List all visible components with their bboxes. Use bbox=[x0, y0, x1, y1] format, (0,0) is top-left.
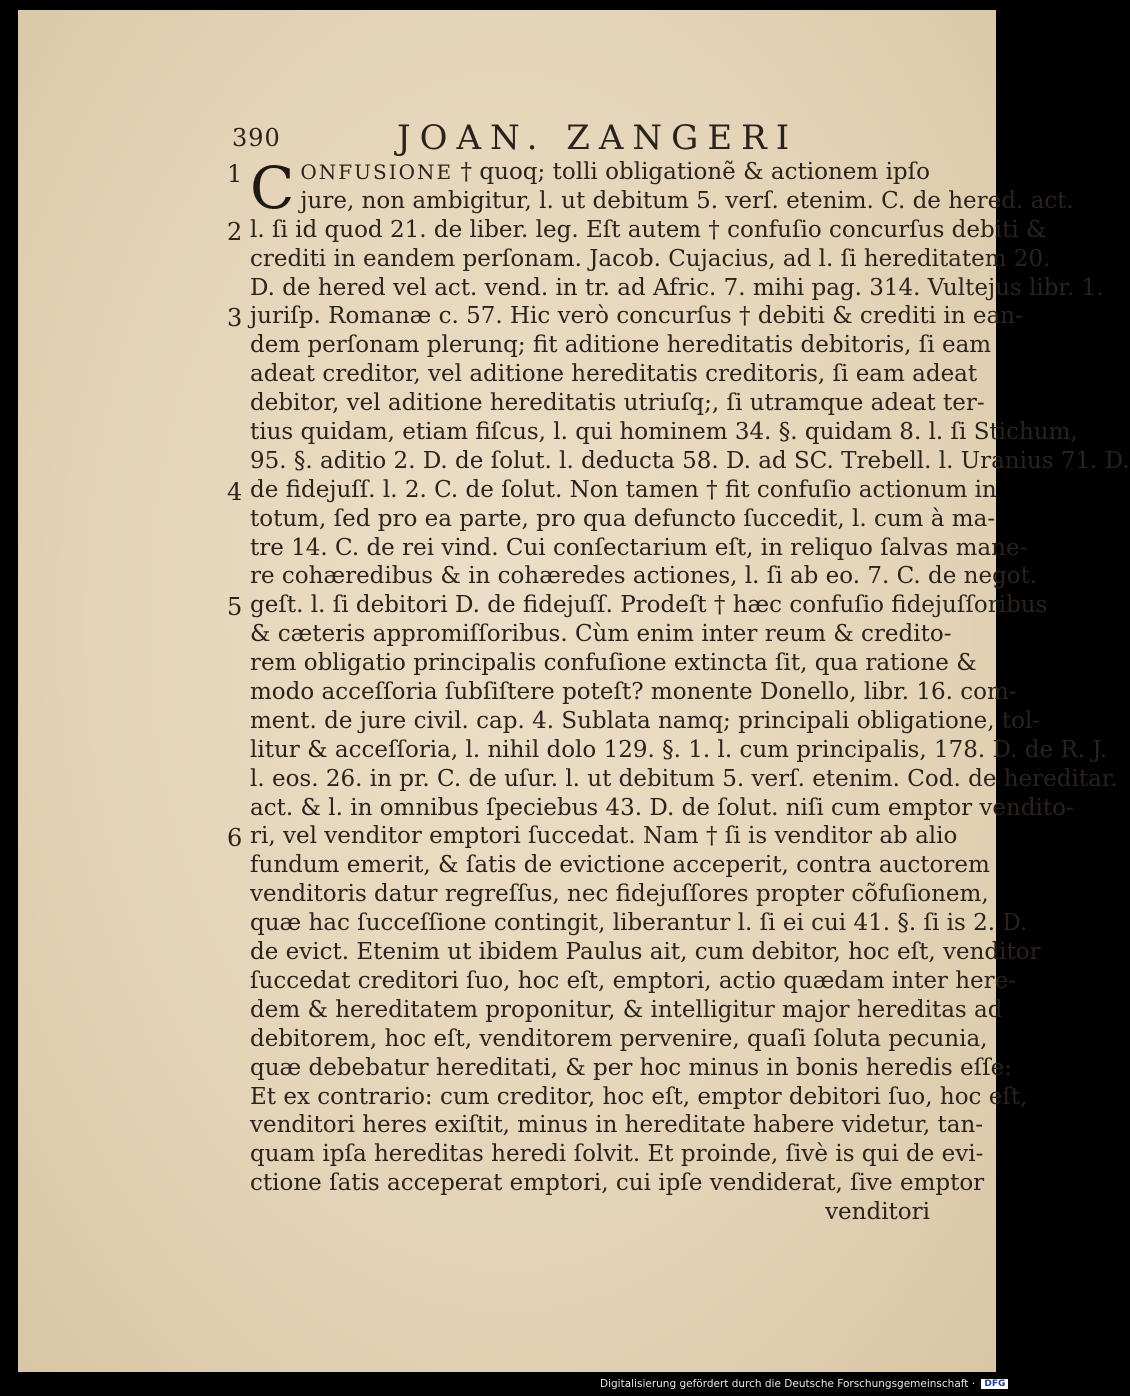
text-line: l. eos. 26. in pr. C. de uſur. l. ut debitum 5. verſ. etenim. Cod. de hereditar. bbox=[250, 765, 1118, 792]
text-line: dem & hereditatem proponitur, & intelligitur major hereditas ad bbox=[250, 996, 1003, 1023]
text-line: jure, non ambigitur, l. ut debitum 5. verſ. etenim. C. de hered. act. bbox=[300, 187, 1074, 214]
footer-credit: Digitalisierung gefördert durch die Deutsche Forschungsgemeinschaft bbox=[600, 1378, 969, 1390]
body-text bbox=[250, 154, 1130, 1227]
margin-number: 2 bbox=[227, 218, 243, 246]
text-line: fundum emerit, & ſatis de evictione acceperit, contra auctorem bbox=[250, 852, 990, 879]
page-header bbox=[222, 118, 942, 158]
text-line: tre 14. C. de rei vind. Cui conſectarium eſt, in reliquo ſalvas mane- bbox=[250, 534, 1028, 561]
text-line: l. ſi id quod 21. de liber. leg. Eſt autem † confuſio concurſus debiti & bbox=[250, 216, 1047, 243]
text-line: ment. de jure civil. cap. 4. Sublata namq; principali obligatione, tol- bbox=[250, 707, 1041, 734]
text-line: adeat creditor, vel aditione hereditatis creditoris, ſi eam adeat bbox=[250, 361, 978, 388]
text-line: act. & l. in omnibus ſpeciebus 43. D. de ſolut. niſi cum emptor vendito- bbox=[250, 794, 1074, 821]
text-line: quæ debebatur hereditati, & per hoc minus in bonis heredis eſſe: bbox=[250, 1054, 1012, 1081]
text-line: re cohæredibus & in cohæredes actiones, l. ſi ab eo. 7. C. de negot. bbox=[250, 563, 1038, 590]
footer: Digitalisierung gefördert durch die Deutsche Forschungsgemeinschaft · DFG bbox=[600, 1378, 980, 1394]
margin-number: 5 bbox=[227, 593, 243, 621]
catchword: venditori bbox=[825, 1199, 930, 1226]
text-line: debitorem, hoc eſt, venditorem pervenire, quaſi ſoluta pecunia, bbox=[250, 1025, 988, 1052]
margin-number: 4 bbox=[227, 478, 243, 506]
text-line: de fidejuſſ. l. 2. C. de ſolut. Non tamen † fit confuſio actionum in bbox=[250, 476, 997, 503]
text-line: D. de hered vel act. vend. in tr. ad Afric. 7. mihi pag. 314. Vultejus libr. 1. bbox=[250, 274, 1104, 301]
text-line: de evict. Etenim ut ibidem Paulus ait, cum debitor, hoc eſt, venditor bbox=[250, 939, 1041, 966]
text-line: quam ipſa hereditas heredi ſolvit. Et proinde, ſivè is qui de evi- bbox=[250, 1141, 984, 1168]
margin-number: 1 bbox=[227, 160, 243, 188]
text-line: debitor, vel aditione hereditatis utriuſq;, ſi utramque adeat ter- bbox=[250, 390, 985, 417]
page-number: 390 bbox=[232, 124, 281, 152]
text-line: ſuccedat creditori ſuo, hoc eſt, emptori, actio quædam inter here- bbox=[250, 967, 1017, 994]
text-line: & cæteris appromiſſoribus. Cùm enim inter reum & credito- bbox=[250, 621, 952, 648]
text-line: Et ex contrario: cum creditor, hoc eſt, emptor debitori ſuo, hoc eſt, bbox=[250, 1083, 1028, 1110]
text-line: ri, vel venditor emptori ſuccedat. Nam † ſi is venditor ab alio bbox=[250, 823, 958, 850]
margin-number: 3 bbox=[227, 304, 243, 332]
margin-number: 6 bbox=[227, 824, 243, 852]
text-line: venditoris datur regreſſus, nec fidejuſſores propter cõfuſionem, bbox=[250, 881, 989, 908]
text-line: dem perſonam plerunq; fit aditione hereditatis debitoris, ſi eam bbox=[250, 332, 992, 359]
text-line: litur & acceſſoria, l. nihil dolo 129. §. 1. l. cum principalis, 178. D. de R. J. bbox=[250, 736, 1108, 763]
text-line: geſt. l. ſi debitori D. de fidejuſſ. Prodeſt † hæc confuſio fidejuſſoribus bbox=[250, 592, 1048, 619]
text-line: modo acceſſoria ſubſiſtere poteſt? monente Donello, libr. 16. com- bbox=[250, 679, 1017, 706]
text-line: juriſp. Romanæ c. 57. Hic verò concurſus † debiti & crediti in ean- bbox=[250, 303, 1023, 330]
running-head: JOAN. ZANGERI bbox=[397, 118, 799, 158]
drop-cap: C bbox=[250, 154, 295, 222]
dfg-logo: DFG bbox=[981, 1379, 1008, 1389]
text-line: tius quidam, etiam fiſcus, l. qui hominem 34. §. quidam 8. l. ſi Stichum, bbox=[250, 419, 1078, 446]
text-line: ONFUSIONE † quoq; tolli obligationẽ & actionem ipſo bbox=[300, 159, 931, 185]
text-line: crediti in eandem perſonam. Jacob. Cujacius, ad l. ſi hereditatem 20. bbox=[250, 245, 1051, 272]
text-line: venditori heres exiſtit, minus in hereditate habere videtur, tan- bbox=[250, 1112, 984, 1139]
text-line: quæ hac ſucceſſione contingit, liberantur l. ſi ei cui 41. §. ſi is 2. D. bbox=[250, 910, 1028, 937]
text-line: totum, ſed pro ea parte, pro qua defuncto ſuccedit, l. cum à ma- bbox=[250, 505, 996, 532]
opening-word: ONFUSIONE bbox=[300, 160, 454, 184]
text-line: rem obligatio principalis confuſione extincta ſit, qua ratione & bbox=[250, 650, 977, 677]
text-line: ctione ſatis acceperat emptori, cui ipſe vendiderat, ſive emptor bbox=[250, 1170, 985, 1197]
text-line: 95. §. aditio 2. D. de ſolut. l. deducta 58. D. ad SC. Trebell. l. Uranius 71. D. bbox=[250, 447, 1130, 474]
